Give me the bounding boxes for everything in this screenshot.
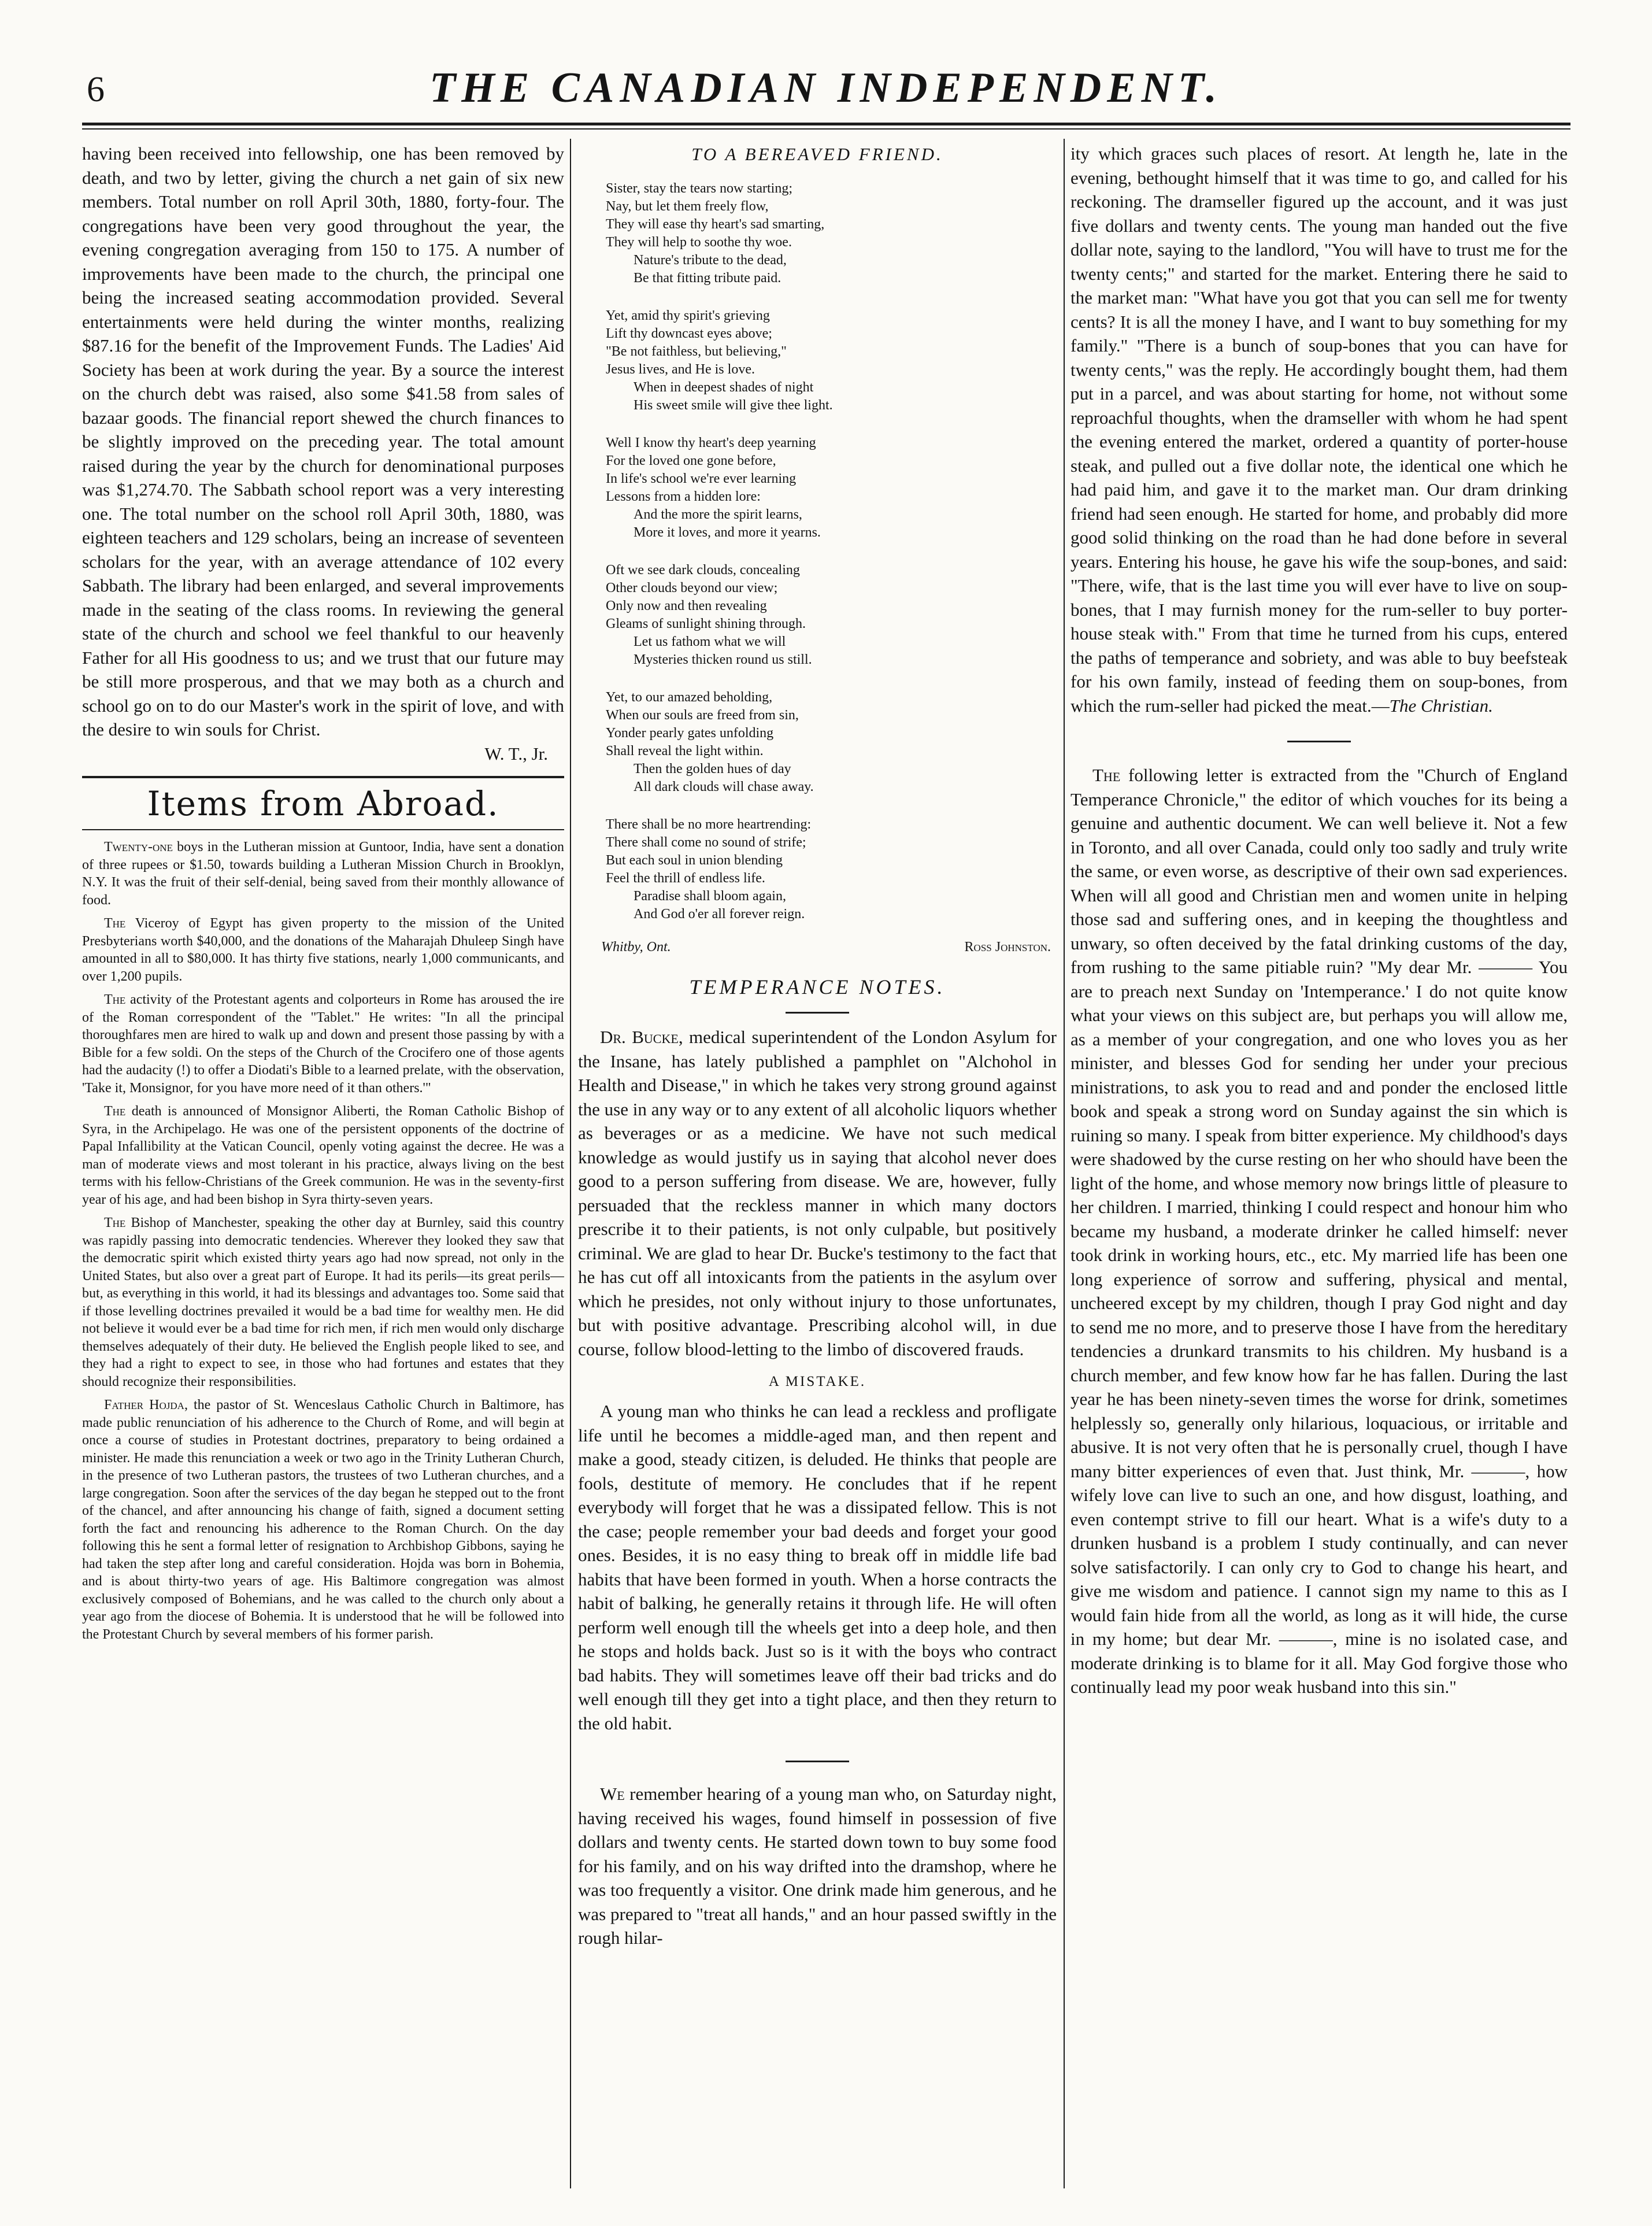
news-item-text: , the pastor of St. Wenceslaus Catholic Church in Baltimore, has made public renunciation of his adherence to the Church of Rome, and will begin at once a course of studies in Protestant doctrines, preparatory to being ordained a minister. He made this renunciation a week or two ago in the Trinity Lutheran Church, in the presence of two Lutheran pastors, the trustees of two Lutheran churches, and a large congregation. Soon after the services of the day began he stepped out to the front of the chancel, and after announcing his change of faith, signed a document setting forth the fact and renouncing his adherence to the Roman Church. On the day following this he sent a formal letter of resignation to Archbishop Gibbons, saying he had taken the step after long and careful consideration. Hojda was born in Bohemia, and is about thirty-two years of age. His Baltimore congregation was almost exclusively composed of Bohemians, and he was called to the church only about a year ago from the diocese of Bohemia. It is understood that he will be followed into the Protestant Church by several members of his former parish. bbox=[82, 1397, 564, 1642]
poem-line: "Be not faithless, but believing," bbox=[606, 344, 787, 359]
column-divider-right bbox=[1064, 139, 1065, 2188]
news-item-text: death is announced of Monsignor Aliberti, the Roman Catholic Bishop of Syra, in the Archipelago. He was one of the persistent opponents of the doctrine of Papal Infallibility at the Vatican Council, openly voting against the decree. He was a man of moderate views and most tolerant in his practice, always living on the best terms with his fellow-Christians of the Greek communion. He was in the seventy-first year of his age, and had been bishop in Syra thirty-seven years. bbox=[82, 1104, 564, 1207]
continued-source: The Christian. bbox=[1389, 695, 1493, 716]
mistake-title: A MISTAKE. bbox=[768, 1374, 866, 1389]
poem-line: More it loves, and more it yearns. bbox=[634, 525, 821, 540]
poem-line: There shall be no more heartrending: bbox=[606, 817, 812, 832]
young-man-paragraph bbox=[578, 1782, 1057, 1950]
section-rule bbox=[1287, 741, 1351, 742]
poem-signature bbox=[578, 940, 1057, 955]
mistake-paragraph: A young man who thinks he can lead a reckless and profligate life until he becomes a middle-aged man, and then repent and make a good, steady citizen, is deluded. He thinks that people are fools, destitute of memory. He concludes that if he repent everybody will forget that he was a dissipated fellow. This is not the case; people remember your bad deeds and forget your good ones. Besides, it is no easy thing to break off in middle life bad habits that have been formed in youth. When a horse contracts the habit of balking, he generally retains it through life. He will often perform well enough till the wheels get into a deep hole, and then he stops and holds back. Just so is it with the boys who contract bad habits. They will sometimes leave off their bad tricks and do well enough till they get into a tight place, and then they return to the old habit. bbox=[578, 1401, 1057, 1733]
poem-line: Well I know thy heart's deep yearning bbox=[606, 435, 816, 450]
poem-line: All dark clouds will chase away. bbox=[634, 779, 814, 794]
page-header bbox=[0, 57, 1652, 120]
poem-line: Lessons from a hidden lore: bbox=[606, 489, 761, 504]
header-rule-thick bbox=[82, 123, 1570, 125]
section-rule bbox=[786, 1761, 849, 1762]
poem-line: Sister, stay the tears now starting; bbox=[606, 181, 792, 196]
news-item-lead: The bbox=[104, 1215, 126, 1230]
poem-stanza bbox=[606, 816, 1057, 923]
poem-line: Other clouds beyond our view; bbox=[606, 580, 778, 596]
continued-text: ity which graces such places of resort. At length he, late in the evening, bethought himself that it was time to go, and called for his reckoning. The dramseller figured up the account, and it was just five dollars and twenty cents. The young man handed out the five dollar note, saying to the landlord, "You will have to trust me for the twenty cents;" and started for the market. Entering there he said to the market man: "What have you got that you can sell me for twenty cents? It is all the money I have, and I want to buy something for my family." "There is a bunch of soup-bones that you can have for twenty cents," was the reply. He accordingly bought them, had them put in a parcel, and was about starting for home, not without some reproachful thoughts, when the dramseller with whom he had spent the evening entered the market, ordered a quantity of porter-house steak, and pulled out a five dollar note, the identical one which he had paid him, and gave it to the market man. Our dram drinking friend had seen enough. He started for home, and probably did more good solid thinking on the road than he had done before in several years. Entering his house, he gave his wife the soup-bones, and said: "There, wife, that is the last time you will ever have to live on soup-bones, that I may furnish money for the rum-seller to buy porter-house steak with." From that time he turned from his cups, entered the paths of temperance and sobriety, and was able to buy beefsteak for his own family, instead of feeding them on soup-bones, from which the rum-seller had picked the meat.— bbox=[1071, 143, 1568, 716]
news-item-lead: Father Hojda bbox=[104, 1397, 184, 1412]
poem-line: Oft we see dark clouds, concealing bbox=[606, 563, 800, 578]
poem-stanza bbox=[606, 180, 1057, 287]
poem-line: Let us fathom what we will bbox=[634, 634, 786, 649]
temperance-notes-title: TEMPERANCE NOTES. bbox=[689, 975, 946, 999]
news-item-lead: The bbox=[104, 1104, 126, 1119]
poem-line: His sweet smile will give thee light. bbox=[634, 398, 833, 413]
poem-line: Yet, to our amazed beholding, bbox=[606, 690, 773, 705]
news-item-lead: The bbox=[104, 916, 126, 931]
poem-stanza bbox=[606, 434, 1057, 542]
poem-stanza bbox=[606, 561, 1057, 669]
poem-line: Paradise shall bloom again, bbox=[634, 889, 786, 904]
poem-line: And the more the spirit learns, bbox=[634, 507, 802, 522]
news-item-text: activity of the Protestant agents and colporteurs in Rome has aroused the ire of the Roman correspondent of the "Tablet." He writes: "In all the principal thoroughfares men are hired to walk up and down and present those passing by with a Bible for a few soldi. On the steps of the Church of the Crocifero one of those agents had the audacity (!) to offer a Diodati's Bible to a learned prelate, with the observation, 'Take it, Monsignor, for you have more need of it than others.'" bbox=[82, 992, 564, 1096]
column-left bbox=[82, 142, 564, 2183]
young-man-continued bbox=[1071, 142, 1568, 718]
poem-line: They will help to soothe thy woe. bbox=[606, 235, 792, 250]
letter-text: following letter is extracted from the "Church of England Temperance Chronicle," the editor of which vouches for its being a genuine and authentic document. We can well believe it. Not a few in Toronto, and all over Canada, could only too sadly and truly write the same, or even worse, as descriptive of their own sad experiences. When will all good and Christian men and women unite in helping those sad and suffering ones, and in keeping the thoughtless and unwary, so often deceived by the fatal drinking customs of the day, from rushing to the same pitiable ruin? "My dear Mr. ——— You are to preach next Sunday on 'Intemperance.' I do not quite know what your views on this subject are, but perhaps you will allow me, as a member of your congregation, and one who loves you as her minister, and blesses God for sending her under your precious ministrations, to ask you to read and and ponder the enclosed little book and speak a strong word on Sunday against the sin which is ruining so many. I speak from bitter experience. My childhood's days were shadowed by the curse resting on her who should have been the light of the home, and whose memory now brings little of pleasure to her children. I married, thinking I could respect and honour him who became my husband, a moderate drinker he called himself: never took drink in working hours, etc., etc. My married life has been one long experience of sorrow and suffering, physical and mental, uncheered except by my children, though I pray God night and day to send me no more, and to preserve those I have from the hereditary tendencies a drunkard transmits to his children. My husband is a church member, and few know how far he has fallen. During the last year he has been ninety-seven times the worse for drink, sometimes helplessly so, generally only hilarious, loquacious, or irritable and abusive. It is not very often that he is personally cruel, though I have many bitter experiences of even that. Just think, Mr. ———, how wifely love can live to such an one, and how disgust, loathing, and even contempt strive to fill our heart. What is a wife's duty to a drunken husband is a problem I study continually, and can never solve satisfactorily. I can only cry to God to change his heart, and give me wisdom and patience. I cannot sign my name to this as I would fain hide from all the world, as long as it will hide, the curse in my home; but dear Mr. ———, mine is no isolated case, and moderate drinking is to blame for it all. May God forgive those who continually lead my poor weak husband into this sin." bbox=[1071, 765, 1568, 1697]
publication-title: THE CANADIAN INDEPENDENT. bbox=[429, 64, 1223, 112]
news-item bbox=[82, 838, 564, 909]
church-report-paragraph: having been received into fellowship, one has been removed by death, and two by letter, giving the church a net gain of six new members. Total number on roll April 30th, 1880, forty-four. The congregations have been very good throughout the year, the evening congregation averaging from 150 to 175. A number of improvements have been made to the church, the principal one being the increased seating accommodation provided. Several entertainments were held during the winter months, realizing $87.16 for the benefit of the Improvement Funds. The Ladies' Aid Society has been at work during the year. By a source the interest on the church debt was raised, also some $41.58 from sales of bazaar goods. The financial report shewed the church finances to be slightly improved on the preceding year. The total amount raised during the year by the church for denominational purposes was $1,274.70. The Sabbath school report was a very interesting one. The total number on the school roll April 30th, 1880, was eighteen teachers and 129 scholars, being an increase of seventeen scholars for the year, with an average attendance of 102 every Sabbath. The library had been enlarged, and several improvements made in the seating of the class rooms. In reviewing the general state of the church and school we feel thankful to our heavenly Father for all His goodness to us; and we trust that our future may be still more prosperous, and that we may both as a church and school go on to do our Master's work in the spirit of love, and with the desire to win souls for Christ. bbox=[82, 143, 564, 739]
young-man-lead: We bbox=[600, 1784, 625, 1804]
poem-line: Lift thy downcast eyes above; bbox=[606, 326, 772, 341]
poem-line: Shall reveal the light within. bbox=[606, 744, 764, 759]
news-item-text: boys in the Lutheran mission at Guntoor, India, have sent a donation of three rupees or $1.50, towards building a Lutheran Mission Church in Brooklyn, N.Y. It was the fruit of their self-denial, being saved from their monthly allowance of food. bbox=[82, 840, 564, 908]
page-number: 6 bbox=[87, 70, 105, 109]
poem-title: TO A BEREAVED FRIEND. bbox=[691, 144, 943, 164]
poem-stanza bbox=[606, 689, 1057, 796]
poem-line: For the loved one gone before, bbox=[606, 453, 776, 468]
poem-author: Ross Johnston. bbox=[964, 940, 1051, 955]
poem-line: Yonder pearly gates unfolding bbox=[606, 726, 774, 741]
poem-line: When in deepest shades of night bbox=[634, 380, 814, 395]
young-man-text: remember hearing of a young man who, on Saturday night, having received his wages, found himself in possession of five dollars and twenty cents. He started down town to buy some food for his family, and on his way drifted into the dramshop, where he was too frequently a visitor. One drink made him generous, and he was prepared to "treat all hands," and an hour passed swiftly in the rough hilar- bbox=[578, 1784, 1057, 1948]
poem-stanza bbox=[606, 307, 1057, 415]
poem-line: And God o'er all forever reign. bbox=[634, 907, 805, 922]
news-item bbox=[82, 915, 564, 985]
poem-line: Then the golden hues of day bbox=[634, 761, 791, 776]
church-report-signature: W. T., Jr. bbox=[484, 743, 548, 764]
poem-place: Whitby, Ont. bbox=[601, 940, 671, 955]
poem-line: Be that fitting tribute paid. bbox=[634, 271, 781, 286]
column-right bbox=[1071, 142, 1568, 2188]
news-item-lead: The bbox=[104, 992, 126, 1007]
news-item-text: Bishop of Manchester, speaking the other day at Burnley, said this country was rapidly passing into democratic tendencies. Wherever they looked they saw that the democratic spirit which existed thirty years ago had now spread, not only in the United States, but also over a great part of Europe. It had its perils—its great perils—but, as everything in this world, it had its blessings and advantages too. Some said that if those levelling doctrines prevailed it would be a bad time for wealthy men. He did not believe it would ever be a bad time for rich men, if rich men would only discharge themselves adequately of their duty. He believed the English people liked to see, and they had a right to expect to see, in those who had fortunes and estates that they should recognize their responsibilities. bbox=[82, 1215, 564, 1389]
poem-line: Yet, amid thy spirit's grieving bbox=[606, 308, 770, 323]
column-divider-left bbox=[570, 139, 571, 2188]
news-item-lead: Twenty-one bbox=[104, 840, 173, 855]
column-middle bbox=[578, 142, 1057, 2188]
news-item bbox=[82, 1396, 564, 1643]
poem-line: Feel the thrill of endless life. bbox=[606, 871, 765, 886]
letter-lead: The bbox=[1092, 765, 1121, 785]
poem bbox=[578, 180, 1057, 923]
bucke-paragraph bbox=[578, 1025, 1057, 1361]
poem-line: Jesus lives, and He is love. bbox=[606, 362, 755, 377]
poem-line: Gleams of sunlight shining through. bbox=[606, 616, 806, 631]
poem-line: Mysteries thicken round us still. bbox=[634, 652, 812, 667]
poem-line: Nature's tribute to the dead, bbox=[634, 253, 787, 268]
poem-line: Only now and then revealing bbox=[606, 598, 767, 613]
letter-paragraph bbox=[1071, 763, 1568, 1699]
poem-line: They will ease thy heart's sad smarting, bbox=[606, 217, 825, 232]
poem-line: But each soul in union blending bbox=[606, 853, 783, 868]
news-item bbox=[82, 1103, 564, 1208]
news-item-text: Viceroy of Egypt has given property to the mission of the United Presbyterians worth $40,000, and the donations of the Maharajah Dhuleep Singh have amounted in all to $80,000. It has thirty five stations, nearly 1,000 communicants, and over 1,200 pupils. bbox=[82, 916, 564, 984]
news-item bbox=[82, 991, 564, 1097]
items-from-abroad-heading: Items from Abroad. bbox=[82, 776, 564, 830]
poem-line: In life's school we're ever learning bbox=[606, 471, 797, 486]
poem-line: Nay, but let them freely flow, bbox=[606, 199, 769, 214]
poem-line: When our souls are freed from sin, bbox=[606, 708, 799, 723]
section-rule bbox=[786, 1012, 849, 1014]
news-item bbox=[82, 1214, 564, 1391]
bucke-text: , medical superintendent of the London Asylum for the Insane, has lately published a pamphlet on "Alchohol in Health and Disease," in which he takes very strong ground against the use in any way or to any extent of all alcoholic liquors whether as beverages or as a medicine. We have not such medical knowledge as would justify us in saying that alcohol never does good to a person suffering from disease. We are, however, fully persuaded that the reckless manner in which many doctors prescribe it to their patients, is not only culpable, but positively criminal. We are glad to hear Dr. Bucke's testimony to the fact that he has cut off all intoxicants from the patients in the asylum over which he presides, not only without injury to those unfortunates, but with positive advantage. Prescribing alcohol will, in due course, follow blood-letting to the limbo of discovered frauds. bbox=[578, 1027, 1057, 1359]
header-rule-thin bbox=[82, 128, 1570, 130]
bucke-lead: Dr. Bucke bbox=[600, 1027, 679, 1047]
poem-line: There shall come no sound of strife; bbox=[606, 835, 806, 850]
